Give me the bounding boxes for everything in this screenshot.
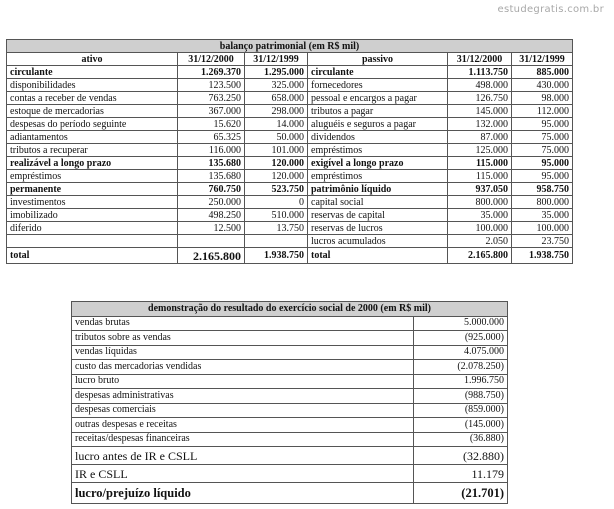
- ativo-2000: 12.500: [178, 222, 245, 235]
- ativo-label: imobilizado: [7, 209, 178, 222]
- table-row: [7, 196, 573, 209]
- passivo-1999: 75.000: [512, 131, 573, 144]
- passivo-1999: 958.750: [512, 183, 573, 196]
- passivo-2000: 145.000: [448, 105, 512, 118]
- passivo-2000: 126.750: [448, 92, 512, 105]
- ativo-label: estoque de mercadorias: [7, 105, 178, 118]
- passivo-2000: 125.000: [448, 144, 512, 157]
- dre-label: lucro bruto: [72, 374, 414, 389]
- ativo-label: tributos a recuperar: [7, 144, 178, 157]
- passivo-label: aluguéis e seguros a pagar: [308, 118, 448, 131]
- ativo-label: contas a receber de vendas: [7, 92, 178, 105]
- ativo-1999: 325.000: [245, 79, 308, 92]
- dre-label: receitas/despesas financeiras: [72, 432, 414, 447]
- balance-total-row: [7, 248, 573, 264]
- dre-value: (21.701): [414, 483, 508, 504]
- ativo-2000: 15.620: [178, 118, 245, 131]
- dre-label: lucro antes de IR e CSLL: [72, 447, 414, 465]
- table-row: [72, 374, 508, 389]
- passivo-1999: 885.000: [512, 66, 573, 79]
- passivo-2000: 35.000: [448, 209, 512, 222]
- passivo-2000: 115.000: [448, 157, 512, 170]
- passivo-1999: 95.000: [512, 118, 573, 131]
- passivo-1999: 95.000: [512, 170, 573, 183]
- table-row: [7, 235, 573, 248]
- dre-label: tributos sobre as vendas: [72, 331, 414, 346]
- passivo-2000: 87.000: [448, 131, 512, 144]
- passivo-label: dividendos: [308, 131, 448, 144]
- ativo-2000: 116.000: [178, 144, 245, 157]
- ativo-1999: 14.000: [245, 118, 308, 131]
- header-passivo-1999: 31/12/1999: [512, 53, 573, 66]
- dre-label: outras despesas e receitas: [72, 418, 414, 433]
- dre-label: despesas comerciais: [72, 403, 414, 418]
- passivo-label: empréstimos: [308, 144, 448, 157]
- passivo-1999: 98.000: [512, 92, 573, 105]
- ativo-2000: 250.000: [178, 196, 245, 209]
- dre-label: despesas administrativas: [72, 389, 414, 404]
- table-row: [7, 105, 573, 118]
- ativo-2000: 135.680: [178, 170, 245, 183]
- table-row: [7, 66, 573, 79]
- passivo-2000: 800.000: [448, 196, 512, 209]
- total-ativo-1999: 1.938.750: [245, 248, 308, 264]
- dre-value: (859.000): [414, 403, 508, 418]
- ativo-2000: 760.750: [178, 183, 245, 196]
- ativo-2000: 65.325: [178, 131, 245, 144]
- dre-value: (36.880): [414, 432, 508, 447]
- dre-value: (988.750): [414, 389, 508, 404]
- total-passivo-1999: 1.938.750: [512, 248, 573, 264]
- dre-value: (32.880): [414, 447, 508, 465]
- total-passivo-label: total: [308, 248, 448, 264]
- ativo-1999: 50.000: [245, 131, 308, 144]
- table-row: [72, 465, 508, 483]
- passivo-1999: 100.000: [512, 222, 573, 235]
- table-row: [7, 144, 573, 157]
- header-passivo-2000: 31/12/2000: [448, 53, 512, 66]
- table-row: [7, 92, 573, 105]
- dre-label: vendas líquidas: [72, 345, 414, 360]
- table-row: [72, 418, 508, 433]
- ativo-1999: 1.295.000: [245, 66, 308, 79]
- passivo-2000: 115.000: [448, 170, 512, 183]
- table-row: [72, 432, 508, 447]
- table-row: [7, 183, 573, 196]
- ativo-2000: [178, 235, 245, 248]
- table-row: [72, 389, 508, 404]
- income-statement-table: [71, 301, 508, 504]
- passivo-1999: 75.000: [512, 144, 573, 157]
- passivo-2000: 1.113.750: [448, 66, 512, 79]
- ativo-2000: 123.500: [178, 79, 245, 92]
- passivo-label: lucros acumulados: [308, 235, 448, 248]
- table-row: [72, 331, 508, 346]
- ativo-2000: 135.680: [178, 157, 245, 170]
- total-ativo-label: total: [7, 248, 178, 264]
- header-passivo: passivo: [308, 53, 448, 66]
- dre-value: (2.078.250): [414, 360, 508, 375]
- passivo-label: fornecedores: [308, 79, 448, 92]
- total-ativo-2000: 2.165.800: [178, 248, 245, 264]
- header-ativo-2000: 31/12/2000: [178, 53, 245, 66]
- table-row: [7, 157, 573, 170]
- passivo-label: patrimônio líquido: [308, 183, 448, 196]
- ativo-label: investimentos: [7, 196, 178, 209]
- header-ativo: ativo: [7, 53, 178, 66]
- table-row: [72, 447, 508, 465]
- dre-label: IR e CSLL: [72, 465, 414, 483]
- table-row: [7, 118, 573, 131]
- ativo-1999: 658.000: [245, 92, 308, 105]
- ativo-1999: 101.000: [245, 144, 308, 157]
- passivo-label: capital social: [308, 196, 448, 209]
- dre-value: (925.000): [414, 331, 508, 346]
- ativo-1999: 120.000: [245, 170, 308, 183]
- ativo-label: disponibilidades: [7, 79, 178, 92]
- passivo-2000: 2.050: [448, 235, 512, 248]
- table-row: [72, 345, 508, 360]
- passivo-1999: 95.000: [512, 157, 573, 170]
- passivo-label: reservas de capital: [308, 209, 448, 222]
- ativo-label: adiantamentos: [7, 131, 178, 144]
- passivo-1999: 430.000: [512, 79, 573, 92]
- ativo-2000: 498.250: [178, 209, 245, 222]
- ativo-1999: 510.000: [245, 209, 308, 222]
- passivo-2000: 937.050: [448, 183, 512, 196]
- passivo-label: exigível a longo prazo: [308, 157, 448, 170]
- passivo-1999: 800.000: [512, 196, 573, 209]
- table-row: [7, 170, 573, 183]
- ativo-2000: 367.000: [178, 105, 245, 118]
- dre-label: custo das mercadorias vendidas: [72, 360, 414, 375]
- table-row: [72, 360, 508, 375]
- ativo-2000: 1.269.370: [178, 66, 245, 79]
- table-row: [7, 209, 573, 222]
- watermark: estudegratis.com.br: [497, 4, 604, 15]
- passivo-label: circulante: [308, 66, 448, 79]
- ativo-1999: 523.750: [245, 183, 308, 196]
- table-row: [7, 222, 573, 235]
- income-statement-title: demonstração do resultado do exercício social de 2000 (em R$ mil): [72, 302, 508, 317]
- passivo-1999: 23.750: [512, 235, 573, 248]
- dre-value: (145.000): [414, 418, 508, 433]
- ativo-label: despesas do período seguinte: [7, 118, 178, 131]
- dre-label: vendas brutas: [72, 316, 414, 331]
- ativo-1999: 13.750: [245, 222, 308, 235]
- table-row: [72, 316, 508, 331]
- passivo-label: tributos a pagar: [308, 105, 448, 118]
- passivo-1999: 35.000: [512, 209, 573, 222]
- balance-sheet-title: balanço patrimonial (em R$ mil): [7, 40, 573, 53]
- ativo-label: realizável a longo prazo: [7, 157, 178, 170]
- passivo-1999: 112.000: [512, 105, 573, 118]
- ativo-1999: 0: [245, 196, 308, 209]
- passivo-2000: 498.000: [448, 79, 512, 92]
- dre-value: 1.996.750: [414, 374, 508, 389]
- ativo-2000: 763.250: [178, 92, 245, 105]
- ativo-label: circulante: [7, 66, 178, 79]
- balance-sheet-table: [6, 39, 573, 264]
- ativo-label: empréstimos: [7, 170, 178, 183]
- passivo-2000: 132.000: [448, 118, 512, 131]
- ativo-1999: 298.000: [245, 105, 308, 118]
- ativo-1999: 120.000: [245, 157, 308, 170]
- dre-value: 5.000.000: [414, 316, 508, 331]
- passivo-label: reservas de lucros: [308, 222, 448, 235]
- passivo-2000: 100.000: [448, 222, 512, 235]
- dre-label: lucro/prejuízo líquido: [72, 483, 414, 504]
- table-row: [72, 483, 508, 504]
- table-row: [7, 79, 573, 92]
- dre-value: 4.075.000: [414, 345, 508, 360]
- ativo-label: permanente: [7, 183, 178, 196]
- table-row: [7, 131, 573, 144]
- dre-value: 11.179: [414, 465, 508, 483]
- ativo-label: diferido: [7, 222, 178, 235]
- table-row: [72, 403, 508, 418]
- ativo-1999: [245, 235, 308, 248]
- header-ativo-1999: 31/12/1999: [245, 53, 308, 66]
- passivo-label: pessoal e encargos a pagar: [308, 92, 448, 105]
- passivo-label: empréstimos: [308, 170, 448, 183]
- total-passivo-2000: 2.165.800: [448, 248, 512, 264]
- ativo-label: [7, 235, 178, 248]
